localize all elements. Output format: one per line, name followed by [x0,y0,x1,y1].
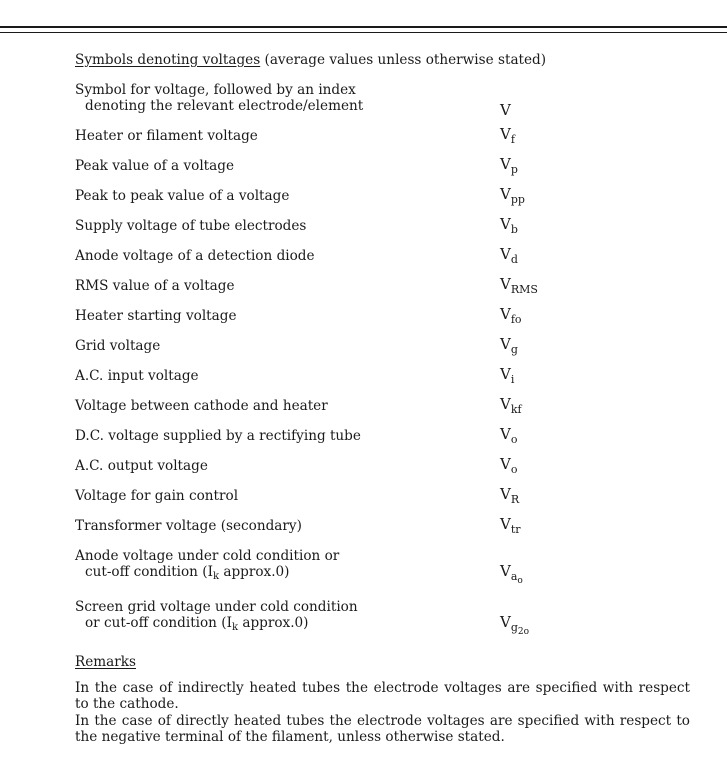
row-description [75,158,495,174]
row-description [75,428,495,444]
description-line: or cut-off condition ($I_k$ approx.0) [85,615,309,633]
table-row [75,215,715,236]
row-symbol: $V_R$ [500,485,520,506]
description-line: Supply voltage of tube electrodes [75,218,307,234]
table-row [75,599,715,636]
table-row [75,335,715,356]
description-line: RMS value of a voltage [75,278,235,294]
description-line: A.C. output voltage [75,458,208,474]
row-symbol: $V_d$ [500,245,518,266]
description-line: Anode voltage of a detection diode [75,248,315,264]
description-line: Voltage for gain control [75,488,239,504]
description-line: Heater starting voltage [75,308,237,324]
row-description [75,278,495,294]
description-line: Heater or filament voltage [75,128,258,144]
row-symbol: $V_{fo}$ [500,305,522,326]
row-symbol: $V_g$ [500,335,518,356]
row-symbol: $V_i$ [500,365,515,386]
row-description [75,308,495,324]
table-row [75,185,715,206]
row-description [75,398,495,414]
description-line: Symbol for voltage, followed by an index [75,82,356,98]
row-symbol: V [500,101,511,119]
section-heading [75,52,715,68]
row-symbol: $V_{tr}$ [500,515,521,536]
row-symbol: $V_b$ [500,215,518,236]
description-line: Transformer voltage (secondary) [75,518,302,534]
table-row [75,548,715,585]
description-line: denoting the relevant electrode/element [85,98,364,114]
row-description [75,599,495,636]
table-row [75,82,715,119]
row-description [75,248,495,264]
document-body [75,52,715,746]
row-description [75,82,495,114]
row-symbol: $V_{g_{2o}}$ [500,613,530,637]
row-symbol: $V_f$ [500,125,515,146]
table-row [75,305,715,326]
row-symbol: $V_{RMS}$ [500,275,538,296]
description-line: Voltage between cathode and heater [75,398,328,414]
row-description [75,368,495,384]
row-description [75,188,495,204]
top-rule-thin [0,32,727,33]
remarks-paragraph-2: In the case of directly heated tubes the electrode voltages are specified with respect to the negative terminal of the filament, unless otherwise stated. [75,713,690,745]
description-line: Peak value of a voltage [75,158,234,174]
row-description [75,128,495,144]
description-line: Grid voltage [75,338,161,354]
table-row [75,515,715,536]
table-row [75,395,715,416]
description-line: A.C. input voltage [75,368,199,384]
section-heading-note: (average values unless otherwise stated) [260,52,547,68]
remarks-text [75,680,690,745]
description-line: cut-off condition ($I_k$ approx.0) [85,564,290,582]
row-description [75,548,495,585]
row-description [75,458,495,474]
row-symbol: $V_{a_o}$ [500,562,523,586]
table-row [75,155,715,176]
table-row [75,125,715,146]
row-description [75,488,495,504]
remarks-paragraph-1: In the case of indirectly heated tubes the electrode voltages are specified with respect to the cathode. [75,680,690,712]
row-symbol: $V_{pp}$ [500,185,525,206]
table-row [75,275,715,296]
table-row [75,365,715,386]
description-line: Anode voltage under cold condition or [75,548,340,564]
row-symbol: $V_{kf}$ [500,395,522,416]
row-symbol: $V_p$ [500,155,518,176]
description-line: Screen grid voltage under cold condition [75,599,358,615]
table-row [75,455,715,476]
section-heading-title: Symbols denoting voltages [75,52,261,68]
row-symbol: $V_o$ [500,425,518,446]
description-line: Peak to peak value of a voltage [75,188,290,204]
table-row [75,485,715,506]
top-rule-thick [0,26,727,28]
table-row [75,245,715,266]
remarks-title: Remarks [75,654,136,670]
row-description [75,338,495,354]
table-row [75,425,715,446]
row-description [75,218,495,234]
row-symbol: $V_o$ [500,455,518,476]
symbol-table [75,82,715,636]
row-description [75,518,495,534]
description-line: D.C. voltage supplied by a rectifying tube [75,428,361,444]
